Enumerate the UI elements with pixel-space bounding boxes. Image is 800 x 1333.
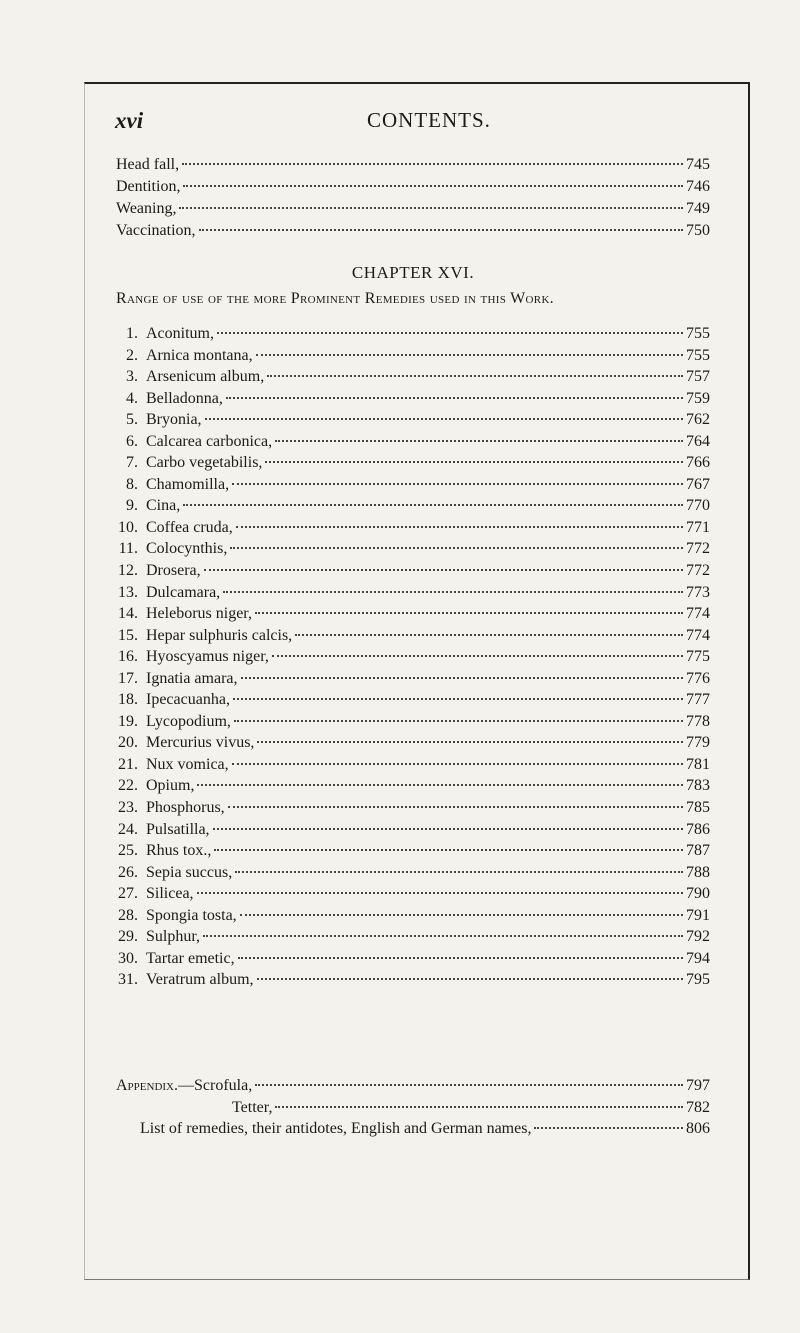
entry-label: Head fall, — [116, 156, 180, 173]
entry-page: 771 — [686, 518, 710, 536]
remedy-number: 30. — [118, 949, 138, 967]
entry-page: 775 — [686, 648, 710, 666]
remedy-entry — [116, 409, 710, 431]
remedy-name: Hyoscyamus niger, — [146, 648, 269, 666]
dot-leader — [238, 957, 683, 959]
remedy-entry — [116, 819, 710, 841]
remedy-name: Cina, — [146, 497, 181, 515]
entry-page: 778 — [686, 712, 710, 730]
remedy-entry — [116, 582, 710, 604]
dot-leader — [241, 677, 684, 679]
chapter-subtitle: Range of use of the more Prominent Remedies used in this Work. — [116, 290, 554, 307]
appendix-label: Appendix. — [116, 1077, 179, 1094]
remedy-number: 1. — [126, 325, 138, 342]
remedy-number: 9. — [126, 497, 138, 515]
remedy-name: Chamomilla, — [146, 475, 230, 493]
remedy-number: 20. — [118, 734, 138, 752]
dot-leader — [232, 483, 683, 485]
chapter-heading: CHAPTER XVI. — [351, 263, 475, 282]
dot-leader — [197, 892, 683, 894]
dot-leader — [235, 871, 683, 873]
entry-page: 779 — [686, 734, 710, 752]
remedy-name: Dulcamara, — [146, 583, 221, 601]
entry-page: 757 — [686, 368, 710, 386]
entry-page: 750 — [686, 222, 710, 239]
remedy-entry — [116, 345, 710, 367]
dot-leader — [197, 784, 683, 786]
entry-page: 795 — [686, 971, 710, 989]
entry-page: 774 — [686, 626, 710, 644]
remedy-name: Rhus tox., — [146, 842, 212, 860]
dot-leader — [213, 828, 683, 830]
contents-entry — [116, 154, 710, 176]
entry-label: List of remedies, their antidotes, English and German names, — [140, 1120, 532, 1137]
entry-page: 794 — [686, 949, 710, 967]
remedy-name: Opium, — [146, 777, 195, 795]
dot-leader — [275, 1106, 683, 1108]
remedy-number: 29. — [118, 928, 138, 946]
entry-page: 749 — [686, 200, 710, 217]
appendix-entry — [116, 1118, 710, 1140]
dot-leader — [204, 569, 683, 571]
remedy-number: 22. — [118, 777, 138, 795]
dot-leader — [214, 849, 683, 851]
remedy-name: Lycopodium, — [146, 712, 231, 730]
appendix-section — [116, 1075, 710, 1140]
remedy-entry — [116, 474, 710, 496]
remedy-name: Heleborus niger, — [146, 605, 252, 623]
entry-page: 762 — [686, 411, 710, 429]
remedy-number: 21. — [118, 755, 138, 773]
entry-page: 790 — [686, 885, 710, 903]
entry-label: Vaccination, — [116, 222, 196, 239]
remedy-entry — [116, 366, 710, 388]
dot-leader — [223, 591, 683, 593]
remedy-name: Bryonia, — [146, 411, 202, 429]
remedy-number: 5. — [126, 411, 138, 429]
remedy-list — [116, 323, 710, 991]
remedy-number: 14. — [118, 605, 138, 623]
dot-leader — [257, 741, 683, 743]
entry-label: Tetter, — [232, 1098, 273, 1116]
entry-label: —Scrofula, — [178, 1077, 253, 1094]
entry-page: 746 — [686, 178, 710, 195]
entry-page: 792 — [686, 928, 710, 946]
entry-page: 772 — [686, 562, 710, 580]
entry-page: 773 — [686, 583, 710, 601]
remedy-entry — [116, 668, 710, 690]
remedy-number: 4. — [126, 389, 138, 407]
dot-leader — [232, 763, 683, 765]
remedy-entry — [116, 323, 710, 345]
entry-page: 797 — [686, 1077, 710, 1094]
remedy-number: 11. — [118, 540, 138, 558]
contents-entries-top — [116, 154, 710, 242]
entry-page: 767 — [686, 475, 710, 493]
dot-leader — [257, 978, 683, 980]
remedy-number: 26. — [118, 863, 138, 881]
remedy-name: Aconitum, — [146, 325, 214, 342]
dot-leader — [534, 1127, 683, 1129]
remedy-name: Arnica montana, — [146, 346, 253, 364]
remedy-number: 3. — [126, 368, 138, 386]
dot-leader — [255, 1084, 683, 1086]
entry-page: 755 — [686, 325, 710, 342]
remedy-entry — [116, 926, 710, 948]
dot-leader — [233, 698, 683, 700]
dot-leader — [265, 461, 683, 463]
remedy-name: Veratrum album, — [146, 971, 254, 989]
remedy-entry — [116, 948, 710, 970]
remedy-name: Nux vomica, — [146, 755, 229, 773]
remedy-entry — [116, 711, 710, 733]
dot-leader — [256, 354, 683, 356]
remedy-name: Phosphorus, — [146, 799, 225, 817]
entry-label: Dentition, — [116, 178, 181, 195]
remedy-number: 19. — [118, 712, 138, 730]
remedy-number: 23. — [118, 799, 138, 817]
entry-page: 755 — [686, 346, 710, 364]
contents-entry — [116, 198, 710, 220]
dot-leader — [255, 612, 683, 614]
dot-leader — [183, 185, 683, 187]
remedy-entry — [116, 754, 710, 776]
remedy-name: Hepar sulphuris calcis, — [146, 626, 293, 644]
remedy-name: Silicea, — [146, 885, 194, 903]
dot-leader — [236, 526, 683, 528]
remedy-entry — [116, 775, 710, 797]
remedy-number: 6. — [126, 432, 138, 450]
remedy-entry — [116, 969, 710, 991]
remedy-entry — [116, 603, 710, 625]
appendix-entry — [116, 1075, 710, 1097]
remedy-number: 27. — [118, 885, 138, 903]
remedy-number: 2. — [126, 346, 138, 364]
dot-leader — [203, 935, 683, 937]
dot-leader — [230, 547, 683, 549]
entry-page: 787 — [686, 842, 710, 860]
entry-page: 781 — [686, 755, 710, 773]
remedy-entry — [116, 905, 710, 927]
remedy-number: 15. — [118, 626, 138, 644]
remedy-entry — [116, 388, 710, 410]
dot-leader — [205, 418, 683, 420]
remedy-name: Drosera, — [146, 562, 201, 580]
entry-page: 777 — [686, 691, 710, 709]
remedy-entry — [116, 625, 710, 647]
dot-leader — [240, 914, 683, 916]
remedy-entry — [116, 431, 710, 453]
remedy-entry — [116, 646, 710, 668]
remedy-number: 8. — [126, 475, 138, 493]
remedy-name: Tartar emetic, — [146, 949, 235, 967]
appendix-entry — [116, 1097, 710, 1119]
entry-page: 776 — [686, 669, 710, 687]
dot-leader — [183, 504, 683, 506]
dot-leader — [199, 229, 683, 231]
remedy-entry — [116, 797, 710, 819]
page-header — [115, 100, 715, 140]
dot-leader — [234, 720, 683, 722]
remedy-number: 24. — [118, 820, 138, 838]
remedy-entry — [116, 840, 710, 862]
remedy-entry — [116, 517, 710, 539]
remedy-name: Coffea cruda, — [146, 518, 233, 536]
remedy-name: Carbo vegetabilis, — [146, 454, 263, 472]
dot-leader — [267, 375, 683, 377]
remedy-name: Ipecacuanha, — [146, 691, 230, 709]
dot-leader — [179, 207, 683, 209]
entry-page: 785 — [686, 799, 710, 817]
remedy-number: 10. — [118, 518, 138, 536]
remedy-number: 28. — [118, 906, 138, 924]
remedy-name: Mercurius vivus, — [146, 734, 255, 752]
dot-leader — [275, 440, 683, 442]
dot-leader — [228, 806, 683, 808]
remedy-entry — [116, 732, 710, 754]
remedy-number: 17. — [118, 669, 138, 687]
remedy-name: Colocynthis, — [146, 540, 228, 558]
dot-leader — [226, 397, 683, 399]
entry-page: 782 — [686, 1098, 710, 1116]
remedy-number: 31. — [118, 971, 138, 989]
entry-page: 770 — [686, 497, 710, 515]
page-numeral: xvi — [115, 108, 144, 133]
remedy-name: Spongia tosta, — [146, 906, 237, 924]
remedy-entry — [116, 538, 710, 560]
remedy-name: Sulphur, — [146, 928, 201, 946]
entry-page: 764 — [686, 432, 710, 450]
entry-page: 772 — [686, 540, 710, 558]
entry-page: 786 — [686, 820, 710, 838]
remedy-entry — [116, 883, 710, 905]
contents-entry — [116, 176, 710, 198]
remedy-number: 13. — [118, 583, 138, 601]
dot-leader — [272, 655, 683, 657]
remedy-entry — [116, 560, 710, 582]
remedy-name: Sepia succus, — [146, 863, 233, 881]
entry-page: 759 — [686, 389, 710, 407]
entry-page: 745 — [686, 156, 710, 173]
entry-page: 783 — [686, 777, 710, 795]
remedy-number: 18. — [118, 691, 138, 709]
remedy-name: Belladonna, — [146, 389, 223, 407]
dot-leader — [217, 332, 683, 334]
remedy-number: 12. — [118, 562, 138, 580]
remedy-name: Pulsatilla, — [146, 820, 210, 838]
remedy-entry — [116, 862, 710, 884]
remedy-number: 16. — [118, 648, 138, 666]
remedy-entry — [116, 495, 710, 517]
entry-page: 806 — [686, 1120, 710, 1137]
remedy-entry — [116, 452, 710, 474]
entry-page: 774 — [686, 605, 710, 623]
entry-page: 791 — [686, 906, 710, 924]
entry-page: 788 — [686, 863, 710, 881]
remedy-entry — [116, 689, 710, 711]
entry-label: Weaning, — [116, 200, 177, 217]
running-title: CONTENTS. — [367, 108, 491, 132]
entry-page: 766 — [686, 454, 710, 472]
dot-leader — [182, 163, 683, 165]
dot-leader — [295, 634, 683, 636]
remedy-name: Calcarea carbonica, — [146, 432, 273, 450]
contents-entry — [116, 220, 710, 242]
remedy-number: 7. — [126, 454, 138, 472]
remedy-name: Arsenicum album, — [146, 368, 265, 386]
remedy-name: Ignatia amara, — [146, 669, 238, 687]
remedy-number: 25. — [118, 842, 138, 860]
